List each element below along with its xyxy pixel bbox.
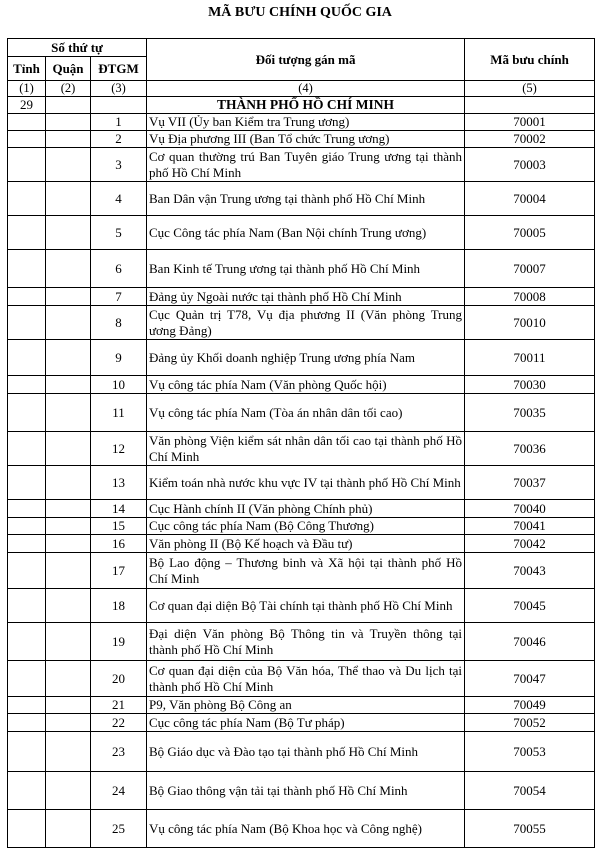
- target-name: Vụ công tác phía Nam (Bộ Khoa học và Công nghệ): [147, 810, 465, 848]
- table-row: [8, 589, 595, 623]
- dtgm-number: 19: [91, 623, 147, 661]
- district-cell: [46, 810, 91, 848]
- province-cell: [8, 810, 46, 848]
- province-cell: [8, 732, 46, 772]
- table-row: [8, 114, 595, 131]
- target-name: Cơ quan đại diện của Bộ Văn hóa, Thể thao và Du lịch tại thành phố Hồ Chí Minh: [147, 661, 465, 697]
- postal-code: 70008: [465, 288, 595, 306]
- target-name: Đại diện Văn phòng Bộ Thông tin và Truyền thông tại thành phố Hồ Chí Minh: [147, 623, 465, 661]
- postal-code: 70007: [465, 250, 595, 288]
- table-row: [8, 466, 595, 500]
- postal-code: 70054: [465, 772, 595, 810]
- province-cell: [8, 148, 46, 182]
- target-name: Văn phòng Viện kiểm sát nhân dân tối cao tại thành phố Hồ Chí Minh: [147, 432, 465, 466]
- province-cell: [8, 432, 46, 466]
- province-cell: [8, 772, 46, 810]
- target-name: P9, Văn phòng Bộ Công an: [147, 697, 465, 714]
- dtgm-number: 18: [91, 589, 147, 623]
- header-province: Tỉnh: [8, 57, 46, 81]
- province-cell: [8, 340, 46, 376]
- province-row: [8, 97, 595, 114]
- province-cell: [8, 518, 46, 535]
- district-cell: [46, 466, 91, 500]
- postal-code: 70041: [465, 518, 595, 535]
- district-cell: [46, 714, 91, 732]
- dtgm-number: 13: [91, 466, 147, 500]
- target-name: Ban Kinh tế Trung ương tại thành phố Hồ Chí Minh: [147, 250, 465, 288]
- table-row: [8, 518, 595, 535]
- district-cell: [46, 623, 91, 661]
- district-cell: [46, 772, 91, 810]
- target-name: Cục Hành chính II (Văn phòng Chính phủ): [147, 500, 465, 518]
- postal-code: 70002: [465, 131, 595, 148]
- province-name: THÀNH PHỐ HỒ CHÍ MINH: [147, 97, 465, 114]
- target-name: Bộ Giao thông vận tải tại thành phố Hồ Chí Minh: [147, 772, 465, 810]
- province-cell: [8, 288, 46, 306]
- target-name: Cục Quản trị T78, Vụ địa phương II (Văn phòng Trung ương Đảng): [147, 306, 465, 340]
- postal-code: 70043: [465, 553, 595, 589]
- district-cell: [46, 589, 91, 623]
- dtgm-number: 5: [91, 216, 147, 250]
- postal-code: 70049: [465, 697, 595, 714]
- dtgm-number: 23: [91, 732, 147, 772]
- district-cell: [46, 288, 91, 306]
- table-row: [8, 553, 595, 589]
- table-row: [8, 810, 595, 848]
- dtgm-number: 22: [91, 714, 147, 732]
- postal-code: 70047: [465, 661, 595, 697]
- district-cell: [46, 148, 91, 182]
- district-cell: [46, 661, 91, 697]
- postal-code: 70046: [465, 623, 595, 661]
- dtgm-number: 8: [91, 306, 147, 340]
- postal-code: 70055: [465, 810, 595, 848]
- province-cell: [8, 553, 46, 589]
- dtgm-number: 14: [91, 500, 147, 518]
- province-cell: [8, 535, 46, 553]
- dtgm-number: 2: [91, 131, 147, 148]
- header-district: Quận: [46, 57, 91, 81]
- column-index: (2): [46, 81, 91, 97]
- table-row: [8, 182, 595, 216]
- target-name: Cục Công tác phía Nam (Ban Nội chính Trung ương): [147, 216, 465, 250]
- table-row: [8, 732, 595, 772]
- postal-code: 70011: [465, 340, 595, 376]
- target-name: Bộ Giáo dục và Đào tạo tại thành phố Hồ Chí Minh: [147, 732, 465, 772]
- district-cell: [46, 500, 91, 518]
- dtgm-number: 7: [91, 288, 147, 306]
- dtgm-number: 15: [91, 518, 147, 535]
- postal-code: 70045: [465, 589, 595, 623]
- province-cell: [8, 376, 46, 394]
- table-row: [8, 340, 595, 376]
- table-row: [8, 148, 595, 182]
- table-row: [8, 250, 595, 288]
- district-cell: [46, 553, 91, 589]
- postal-code: 70053: [465, 732, 595, 772]
- postal-code: 70037: [465, 466, 595, 500]
- document-title: MÃ BƯU CHÍNH QUỐC GIA: [208, 5, 392, 20]
- table-row: [8, 714, 595, 732]
- table-row: [8, 432, 595, 466]
- province-cell: [8, 250, 46, 288]
- table-row: [8, 394, 595, 432]
- province-cell: [8, 661, 46, 697]
- postal-code: 70030: [465, 376, 595, 394]
- postal-code: 70035: [465, 394, 595, 432]
- province-cell: [8, 466, 46, 500]
- empty-cell: [91, 97, 147, 114]
- column-index-row: [8, 81, 595, 97]
- province-number: 29: [8, 97, 46, 114]
- dtgm-number: 6: [91, 250, 147, 288]
- postal-code: 70001: [465, 114, 595, 131]
- target-name: Vụ công tác phía Nam (Tòa án nhân dân tối cao): [147, 394, 465, 432]
- province-cell: [8, 714, 46, 732]
- target-name: Cục công tác phía Nam (Bộ Công Thương): [147, 518, 465, 535]
- district-cell: [46, 182, 91, 216]
- header-postal-code: Mã bưu chính: [465, 39, 595, 81]
- province-cell: [8, 394, 46, 432]
- district-cell: [46, 697, 91, 714]
- target-name: Cơ quan thường trú Ban Tuyên giáo Trung ương tại thành phố Hồ Chí Minh: [147, 148, 465, 182]
- target-name: Vụ công tác phía Nam (Văn phòng Quốc hội): [147, 376, 465, 394]
- postal-code: 70003: [465, 148, 595, 182]
- dtgm-number: 24: [91, 772, 147, 810]
- postal-code: 70036: [465, 432, 595, 466]
- province-cell: [8, 114, 46, 131]
- target-name: Cơ quan đại diện Bộ Tài chính tại thành phố Hồ Chí Minh: [147, 589, 465, 623]
- dtgm-number: 3: [91, 148, 147, 182]
- column-index: (5): [465, 81, 595, 97]
- postal-code-table: [7, 38, 595, 848]
- empty-cell: [46, 97, 91, 114]
- target-name: Ban Dân vận Trung ương tại thành phố Hồ Chí Minh: [147, 182, 465, 216]
- district-cell: [46, 732, 91, 772]
- dtgm-number: 20: [91, 661, 147, 697]
- column-index: (4): [147, 81, 465, 97]
- target-name: Văn phòng II (Bộ Kế hoạch và Đầu tư): [147, 535, 465, 553]
- district-cell: [46, 518, 91, 535]
- table-row: [8, 661, 595, 697]
- postal-code: 70042: [465, 535, 595, 553]
- header-order-group: Số thứ tự: [8, 39, 147, 57]
- district-cell: [46, 306, 91, 340]
- province-cell: [8, 500, 46, 518]
- district-cell: [46, 394, 91, 432]
- target-name: Cục công tác phía Nam (Bộ Tư pháp): [147, 714, 465, 732]
- district-cell: [46, 535, 91, 553]
- province-cell: [8, 623, 46, 661]
- district-cell: [46, 250, 91, 288]
- district-cell: [46, 340, 91, 376]
- table-row: [8, 306, 595, 340]
- table-row: [8, 535, 595, 553]
- postal-code: 70040: [465, 500, 595, 518]
- dtgm-number: 25: [91, 810, 147, 848]
- postal-code: 70005: [465, 216, 595, 250]
- province-cell: [8, 589, 46, 623]
- district-cell: [46, 432, 91, 466]
- district-cell: [46, 376, 91, 394]
- province-cell: [8, 131, 46, 148]
- table-row: [8, 500, 595, 518]
- postal-code: 70004: [465, 182, 595, 216]
- dtgm-number: 11: [91, 394, 147, 432]
- province-cell: [8, 216, 46, 250]
- dtgm-number: 1: [91, 114, 147, 131]
- district-cell: [46, 216, 91, 250]
- column-index: (3): [91, 81, 147, 97]
- target-name: Bộ Lao động – Thương binh và Xã hội tại thành phố Hồ Chí Minh: [147, 553, 465, 589]
- table-row: [8, 697, 595, 714]
- target-name: Đảng ủy Ngoài nước tại thành phố Hồ Chí Minh: [147, 288, 465, 306]
- header-dtgm: ĐTGM: [91, 57, 147, 81]
- district-cell: [46, 131, 91, 148]
- target-name: Vụ VII (Ủy ban Kiểm tra Trung ương): [147, 114, 465, 131]
- target-name: Kiểm toán nhà nước khu vực IV tại thành phố Hồ Chí Minh: [147, 466, 465, 500]
- province-cell: [8, 697, 46, 714]
- table-row: [8, 772, 595, 810]
- table-row: [8, 131, 595, 148]
- dtgm-number: 16: [91, 535, 147, 553]
- dtgm-number: 12: [91, 432, 147, 466]
- dtgm-number: 10: [91, 376, 147, 394]
- table-row: [8, 216, 595, 250]
- empty-cell: [465, 97, 595, 114]
- dtgm-number: 4: [91, 182, 147, 216]
- header-target: Đối tượng gán mã: [147, 39, 465, 81]
- postal-code: 70010: [465, 306, 595, 340]
- district-cell: [46, 114, 91, 131]
- province-cell: [8, 306, 46, 340]
- postal-code: 70052: [465, 714, 595, 732]
- dtgm-number: 21: [91, 697, 147, 714]
- target-name: Vụ Địa phương III (Ban Tổ chức Trung ương): [147, 131, 465, 148]
- table-row: [8, 376, 595, 394]
- province-cell: [8, 182, 46, 216]
- table-row: [8, 288, 595, 306]
- dtgm-number: 17: [91, 553, 147, 589]
- target-name: Đảng ủy Khối doanh nghiệp Trung ương phía Nam: [147, 340, 465, 376]
- table-row: [8, 623, 595, 661]
- column-index: (1): [8, 81, 46, 97]
- dtgm-number: 9: [91, 340, 147, 376]
